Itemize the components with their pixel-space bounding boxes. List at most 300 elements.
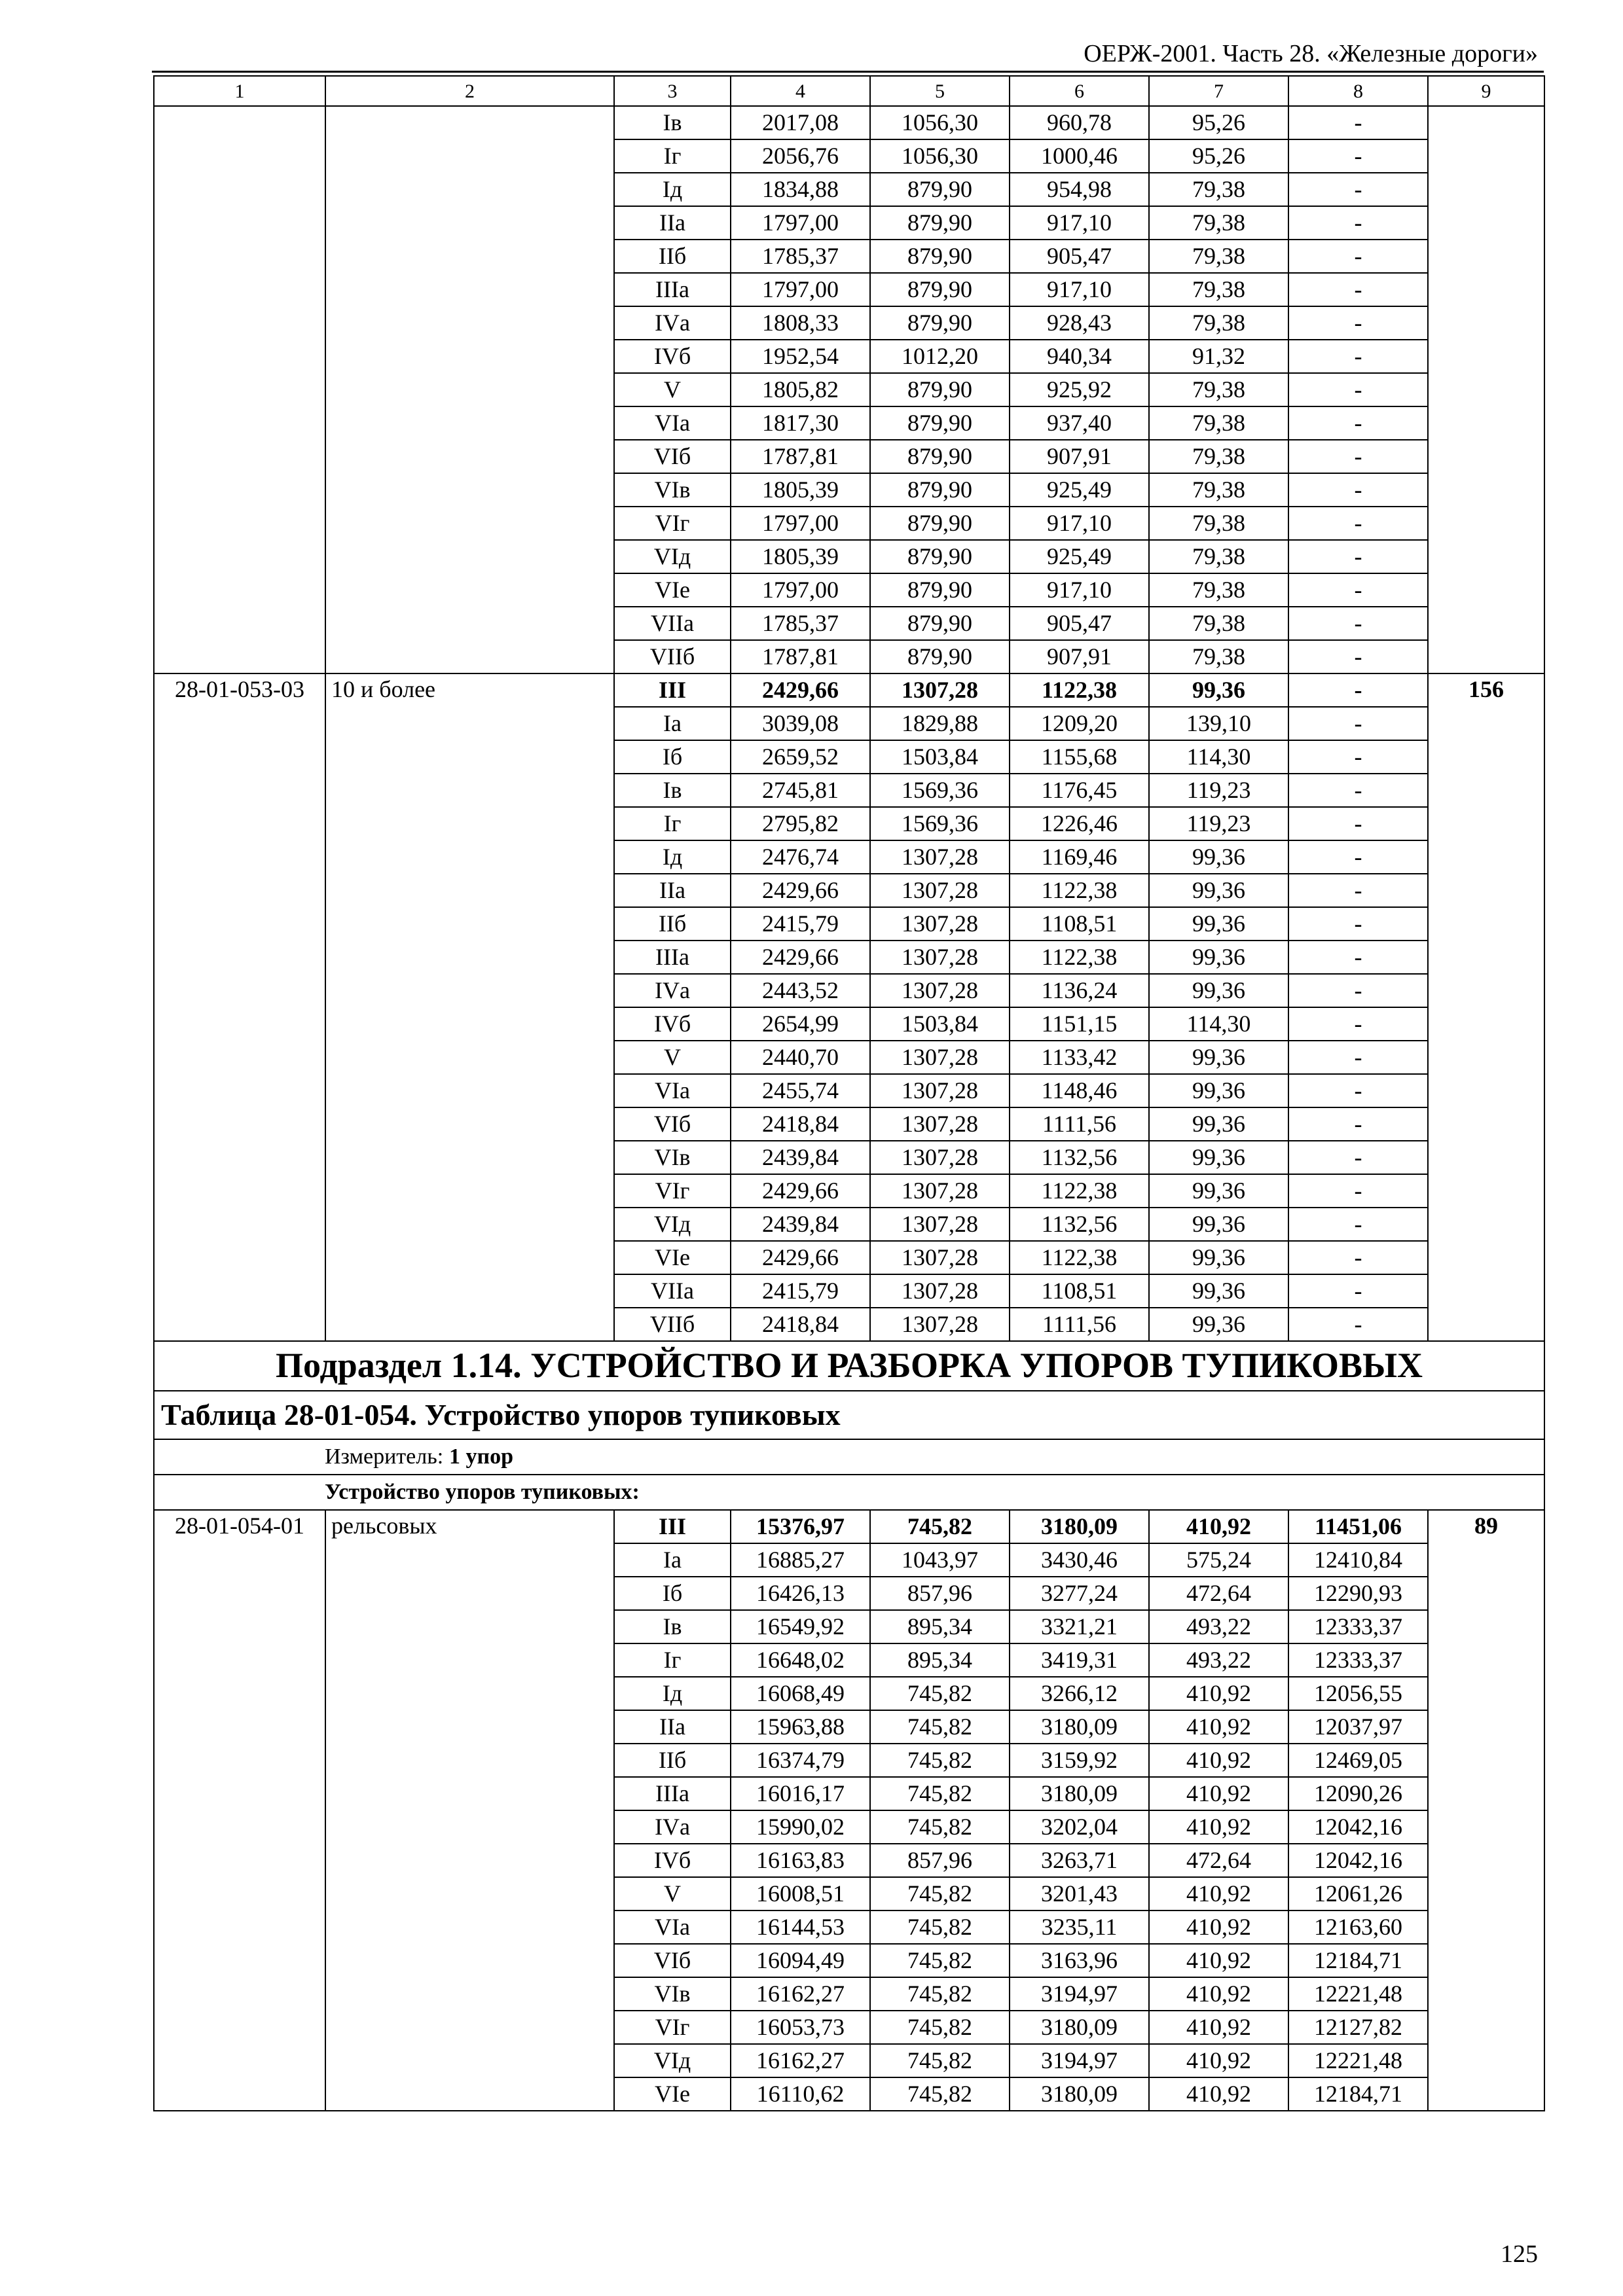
total-cost-cell: 2795,82: [731, 807, 870, 840]
machines-cell: 3419,31: [1010, 1643, 1149, 1677]
machinist-wages-cell: 410,92: [1149, 1810, 1288, 1844]
materials-cell: 12290,93: [1288, 1577, 1428, 1610]
machines-cell: 1111,56: [1010, 1107, 1149, 1141]
machinist-wages-cell: 79,38: [1149, 507, 1288, 540]
machinist-wages-cell: 91,32: [1149, 340, 1288, 373]
total-cost-cell: 16426,13: [731, 1577, 870, 1610]
measure-row: [154, 1439, 1544, 1475]
wages-cell: 1569,36: [870, 807, 1010, 840]
wages-cell: 879,90: [870, 640, 1010, 673]
total-cost-cell: 2476,74: [731, 840, 870, 874]
machinist-wages-cell: 79,38: [1149, 406, 1288, 440]
machines-cell: 925,49: [1010, 540, 1149, 573]
page-header: ОЕРЖ-2001. Часть 28. «Железные дороги»: [1084, 40, 1538, 67]
total-cost-cell: 2659,52: [731, 740, 870, 774]
machinist-wages-cell: 410,92: [1149, 1777, 1288, 1810]
total-cost-cell: 1805,82: [731, 373, 870, 406]
region-cell: VIIб: [614, 1308, 731, 1341]
wages-cell: 1307,28: [870, 1208, 1010, 1241]
region-cell: Iв: [614, 1610, 731, 1643]
wages-cell: 745,82: [870, 1777, 1010, 1810]
region-cell: Iд: [614, 840, 731, 874]
wages-cell: 1307,28: [870, 840, 1010, 874]
machinist-wages-cell: 99,36: [1149, 1041, 1288, 1074]
wages-cell: 879,90: [870, 440, 1010, 473]
wages-cell: 857,96: [870, 1844, 1010, 1877]
total-cost-cell: 16648,02: [731, 1643, 870, 1677]
total-cost-cell: 2455,74: [731, 1074, 870, 1107]
machines-cell: 3180,09: [1010, 1510, 1149, 1543]
machines-cell: 1111,56: [1010, 1308, 1149, 1341]
machines-cell: 960,78: [1010, 106, 1149, 139]
total-cost-cell: 2440,70: [731, 1041, 870, 1074]
region-cell: Iг: [614, 139, 731, 173]
region-cell: IIб: [614, 907, 731, 941]
table-title: Таблица 28-01-054. Устройство упоров тупиковых: [154, 1391, 1544, 1439]
materials-cell: -: [1288, 1041, 1428, 1074]
total-cost-cell: 1785,37: [731, 240, 870, 273]
machines-cell: 3180,09: [1010, 1710, 1149, 1744]
machines-cell: 1122,38: [1010, 1241, 1149, 1274]
machines-cell: 925,92: [1010, 373, 1149, 406]
wages-cell: 1307,28: [870, 941, 1010, 974]
machinist-wages-cell: 472,64: [1149, 1844, 1288, 1877]
total-cost-cell: 2443,52: [731, 974, 870, 1007]
region-cell: VIб: [614, 1107, 731, 1141]
total-cost-cell: 16549,92: [731, 1610, 870, 1643]
machinist-wages-cell: 119,23: [1149, 774, 1288, 807]
machines-cell: 3202,04: [1010, 1810, 1149, 1844]
wages-cell: 1307,28: [870, 1074, 1010, 1107]
region-cell: IIа: [614, 1710, 731, 1744]
machinist-wages-cell: 410,92: [1149, 2011, 1288, 2044]
wages-cell: 745,82: [870, 2077, 1010, 2111]
total-cost-cell: 15376,97: [731, 1510, 870, 1543]
total-cost-cell: 1797,00: [731, 206, 870, 240]
region-cell: IIа: [614, 874, 731, 907]
machines-cell: 1108,51: [1010, 1274, 1149, 1308]
wages-cell: 1056,30: [870, 139, 1010, 173]
total-cost-cell: 16110,62: [731, 2077, 870, 2111]
materials-cell: -: [1288, 874, 1428, 907]
region-cell: VIа: [614, 1910, 731, 1944]
machines-cell: 3194,97: [1010, 1977, 1149, 2011]
materials-cell: -: [1288, 640, 1428, 673]
region-cell: IVа: [614, 974, 731, 1007]
total-cost-cell: 16068,49: [731, 1677, 870, 1710]
region-cell: VIIа: [614, 607, 731, 640]
total-cost-cell: 1952,54: [731, 340, 870, 373]
materials-cell: 12410,84: [1288, 1543, 1428, 1577]
materials-cell: -: [1288, 206, 1428, 240]
wages-cell: 1307,28: [870, 974, 1010, 1007]
total-cost-cell: 2429,66: [731, 1174, 870, 1208]
wages-cell: 745,82: [870, 1977, 1010, 2011]
machinist-wages-cell: 79,38: [1149, 306, 1288, 340]
materials-cell: 12037,97: [1288, 1710, 1428, 1744]
materials-cell: -: [1288, 373, 1428, 406]
wages-cell: 1307,28: [870, 1141, 1010, 1174]
wages-cell: 1307,28: [870, 1241, 1010, 1274]
wages-cell: 1829,88: [870, 707, 1010, 740]
region-cell: VIIб: [614, 640, 731, 673]
wages-cell: 745,82: [870, 1710, 1010, 1744]
total-cost-cell: 16885,27: [731, 1543, 870, 1577]
machines-cell: 1151,15: [1010, 1007, 1149, 1041]
machines-cell: 1226,46: [1010, 807, 1149, 840]
column-number: 2: [325, 76, 614, 106]
wages-cell: 879,90: [870, 573, 1010, 607]
machinist-wages-cell: 79,38: [1149, 206, 1288, 240]
column-number: 8: [1288, 76, 1428, 106]
total-cost-cell: 1797,00: [731, 507, 870, 540]
total-cost-cell: 1805,39: [731, 540, 870, 573]
total-cost-cell: 16163,83: [731, 1844, 870, 1877]
region-cell: VIд: [614, 2044, 731, 2077]
materials-cell: -: [1288, 840, 1428, 874]
wages-cell: 1307,28: [870, 907, 1010, 941]
machines-cell: 3201,43: [1010, 1877, 1149, 1910]
index-cell: 89: [1428, 1510, 1544, 2111]
machines-cell: 905,47: [1010, 607, 1149, 640]
region-cell: VIб: [614, 440, 731, 473]
machines-cell: 1133,42: [1010, 1041, 1149, 1074]
machines-cell: 1122,38: [1010, 673, 1149, 707]
machinist-wages-cell: 119,23: [1149, 807, 1288, 840]
machinist-wages-cell: 114,30: [1149, 740, 1288, 774]
machinist-wages-cell: 99,36: [1149, 974, 1288, 1007]
machines-cell: 1122,38: [1010, 1174, 1149, 1208]
total-cost-cell: 2439,84: [731, 1141, 870, 1174]
column-number: 4: [731, 76, 870, 106]
machinist-wages-cell: 575,24: [1149, 1543, 1288, 1577]
materials-cell: -: [1288, 406, 1428, 440]
materials-cell: 12333,37: [1288, 1643, 1428, 1677]
machinist-wages-cell: 99,36: [1149, 874, 1288, 907]
region-cell: VIд: [614, 540, 731, 573]
materials-cell: -: [1288, 507, 1428, 540]
machines-cell: 3180,09: [1010, 2077, 1149, 2111]
index-cell: 156: [1428, 673, 1544, 1341]
code-cell: [154, 106, 325, 673]
machines-cell: 1176,45: [1010, 774, 1149, 807]
machinist-wages-cell: 79,38: [1149, 540, 1288, 573]
total-cost-cell: 2654,99: [731, 1007, 870, 1041]
measure-label: Измеритель:: [325, 1444, 444, 1469]
materials-cell: -: [1288, 1274, 1428, 1308]
machinist-wages-cell: 99,36: [1149, 1208, 1288, 1241]
total-cost-cell: 1817,30: [731, 406, 870, 440]
total-cost-cell: 1787,81: [731, 440, 870, 473]
materials-cell: -: [1288, 1107, 1428, 1141]
machinist-wages-cell: 410,92: [1149, 2077, 1288, 2111]
machines-cell: 917,10: [1010, 273, 1149, 306]
region-cell: VIе: [614, 1241, 731, 1274]
region-cell: Iг: [614, 807, 731, 840]
total-cost-cell: 1834,88: [731, 173, 870, 206]
subsection-row: [154, 1341, 1544, 1391]
machinist-wages-cell: 79,38: [1149, 640, 1288, 673]
name-cell: [325, 106, 614, 673]
total-cost-cell: 16374,79: [731, 1744, 870, 1777]
price-table: [153, 75, 1545, 2111]
wages-cell: 879,90: [870, 240, 1010, 273]
total-cost-cell: 2429,66: [731, 941, 870, 974]
total-cost-cell: 2429,66: [731, 673, 870, 707]
machines-cell: 1132,56: [1010, 1208, 1149, 1241]
machines-cell: 907,91: [1010, 440, 1149, 473]
machinist-wages-cell: 99,36: [1149, 1308, 1288, 1341]
materials-cell: -: [1288, 807, 1428, 840]
machines-cell: 3235,11: [1010, 1910, 1149, 1944]
total-cost-cell: 3039,08: [731, 707, 870, 740]
region-cell: IVб: [614, 1007, 731, 1041]
region-cell: VIа: [614, 1074, 731, 1107]
page-number: 125: [1501, 2240, 1538, 2268]
materials-cell: -: [1288, 1141, 1428, 1174]
total-cost-cell: 2429,66: [731, 874, 870, 907]
machines-cell: 1000,46: [1010, 139, 1149, 173]
table-title-row: [154, 1391, 1544, 1439]
materials-cell: -: [1288, 273, 1428, 306]
wages-cell: 1043,97: [870, 1543, 1010, 1577]
total-cost-cell: 1785,37: [731, 607, 870, 640]
machinist-wages-cell: 99,36: [1149, 1274, 1288, 1308]
machines-cell: 1108,51: [1010, 907, 1149, 941]
region-cell: IIIа: [614, 941, 731, 974]
wages-cell: 1503,84: [870, 1007, 1010, 1041]
wages-cell: 879,90: [870, 507, 1010, 540]
materials-cell: -: [1288, 540, 1428, 573]
materials-cell: 12056,55: [1288, 1677, 1428, 1710]
total-cost-cell: 16144,53: [731, 1910, 870, 1944]
materials-cell: 12333,37: [1288, 1610, 1428, 1643]
subsection-title: Подраздел 1.14. УСТРОЙСТВО И РАЗБОРКА УПОРОВ ТУПИКОВЫХ: [154, 1341, 1544, 1391]
machinist-wages-cell: 139,10: [1149, 707, 1288, 740]
materials-cell: 12184,71: [1288, 2077, 1428, 2111]
materials-cell: 12184,71: [1288, 1944, 1428, 1977]
total-cost-cell: 1808,33: [731, 306, 870, 340]
total-cost-cell: 1797,00: [731, 273, 870, 306]
wages-cell: 1307,28: [870, 673, 1010, 707]
region-cell: IVб: [614, 1844, 731, 1877]
wages-cell: 1307,28: [870, 1107, 1010, 1141]
machines-cell: 928,43: [1010, 306, 1149, 340]
machinist-wages-cell: 99,36: [1149, 1074, 1288, 1107]
materials-cell: -: [1288, 1241, 1428, 1274]
table-row: [154, 1510, 1544, 1543]
machines-cell: 3194,97: [1010, 2044, 1149, 2077]
materials-cell: -: [1288, 907, 1428, 941]
total-cost-cell: 16162,27: [731, 1977, 870, 2011]
code-cell: 28-01-053-03: [154, 673, 325, 1341]
region-cell: VIг: [614, 2011, 731, 2044]
machinist-wages-cell: 79,38: [1149, 240, 1288, 273]
header-rule: [152, 71, 1544, 73]
machinist-wages-cell: 99,36: [1149, 1107, 1288, 1141]
materials-cell: -: [1288, 941, 1428, 974]
materials-cell: 12090,26: [1288, 1777, 1428, 1810]
machinist-wages-cell: 410,92: [1149, 1710, 1288, 1744]
total-cost-cell: 1787,81: [731, 640, 870, 673]
materials-cell: -: [1288, 1174, 1428, 1208]
total-cost-cell: 2429,66: [731, 1241, 870, 1274]
name-cell: рельсовых: [325, 1510, 614, 2111]
region-cell: VIе: [614, 573, 731, 607]
region-cell: IVб: [614, 340, 731, 373]
region-cell: VIа: [614, 406, 731, 440]
materials-cell: -: [1288, 707, 1428, 740]
machinist-wages-cell: 79,38: [1149, 173, 1288, 206]
column-number: 3: [614, 76, 731, 106]
machines-cell: 1155,68: [1010, 740, 1149, 774]
materials-cell: -: [1288, 573, 1428, 607]
machines-cell: 1148,46: [1010, 1074, 1149, 1107]
region-cell: Iд: [614, 1677, 731, 1710]
machinist-wages-cell: 410,92: [1149, 1510, 1288, 1543]
materials-cell: -: [1288, 139, 1428, 173]
column-number: 5: [870, 76, 1010, 106]
region-cell: VIг: [614, 1174, 731, 1208]
region-cell: IIIа: [614, 273, 731, 306]
materials-cell: -: [1288, 306, 1428, 340]
region-cell: VIв: [614, 473, 731, 507]
total-cost-cell: 2415,79: [731, 907, 870, 941]
total-cost-cell: 15990,02: [731, 1810, 870, 1844]
materials-cell: -: [1288, 1007, 1428, 1041]
region-cell: IVа: [614, 1810, 731, 1844]
machinist-wages-cell: 410,92: [1149, 1910, 1288, 1944]
machinist-wages-cell: 79,38: [1149, 373, 1288, 406]
region-cell: Iв: [614, 106, 731, 139]
total-cost-cell: 2017,08: [731, 106, 870, 139]
region-cell: Iв: [614, 774, 731, 807]
wages-cell: 745,82: [870, 1944, 1010, 1977]
region-cell: VIв: [614, 1141, 731, 1174]
machinist-wages-cell: 99,36: [1149, 907, 1288, 941]
machines-cell: 940,34: [1010, 340, 1149, 373]
machinist-wages-cell: 79,38: [1149, 473, 1288, 507]
machines-cell: 1169,46: [1010, 840, 1149, 874]
wages-cell: 879,90: [870, 540, 1010, 573]
total-cost-cell: 16053,73: [731, 2011, 870, 2044]
wages-cell: 745,82: [870, 1877, 1010, 1910]
machinist-wages-cell: 99,36: [1149, 1141, 1288, 1174]
machines-cell: 1122,38: [1010, 874, 1149, 907]
region-cell: V: [614, 1041, 731, 1074]
region-cell: V: [614, 373, 731, 406]
machinist-wages-cell: 79,38: [1149, 607, 1288, 640]
machinist-wages-cell: 410,92: [1149, 1677, 1288, 1710]
machinist-wages-cell: 410,92: [1149, 1944, 1288, 1977]
total-cost-cell: 16008,51: [731, 1877, 870, 1910]
wages-cell: 857,96: [870, 1577, 1010, 1610]
total-cost-cell: 16094,49: [731, 1944, 870, 1977]
materials-cell: -: [1288, 440, 1428, 473]
region-cell: IIа: [614, 206, 731, 240]
materials-cell: 12127,82: [1288, 2011, 1428, 2044]
wages-cell: 1307,28: [870, 1041, 1010, 1074]
region-cell: Iг: [614, 1643, 731, 1677]
total-cost-cell: 16016,17: [731, 1777, 870, 1810]
table-row: [154, 673, 1544, 707]
wages-cell: 745,82: [870, 2044, 1010, 2077]
machines-cell: 1122,38: [1010, 941, 1149, 974]
total-cost-cell: 2745,81: [731, 774, 870, 807]
name-cell: 10 и более: [325, 673, 614, 1341]
machines-cell: 3321,21: [1010, 1610, 1149, 1643]
region-cell: VIв: [614, 1977, 731, 2011]
wages-cell: 879,90: [870, 607, 1010, 640]
region-cell: IVа: [614, 306, 731, 340]
machinist-wages-cell: 95,26: [1149, 139, 1288, 173]
machinist-wages-cell: 99,36: [1149, 673, 1288, 707]
materials-cell: -: [1288, 340, 1428, 373]
machinist-wages-cell: 99,36: [1149, 1241, 1288, 1274]
materials-cell: -: [1288, 1074, 1428, 1107]
total-cost-cell: 16162,27: [731, 2044, 870, 2077]
table-row: [154, 106, 1544, 139]
machinist-wages-cell: 493,22: [1149, 1643, 1288, 1677]
materials-cell: 12163,60: [1288, 1910, 1428, 1944]
machinist-wages-cell: 410,92: [1149, 1977, 1288, 2011]
wages-cell: 1307,28: [870, 874, 1010, 907]
total-cost-cell: 2439,84: [731, 1208, 870, 1241]
machines-cell: 917,10: [1010, 507, 1149, 540]
region-cell: Iа: [614, 1543, 731, 1577]
region-cell: Iд: [614, 173, 731, 206]
machines-cell: 907,91: [1010, 640, 1149, 673]
wages-cell: 1503,84: [870, 740, 1010, 774]
wages-cell: 879,90: [870, 206, 1010, 240]
machines-cell: 917,10: [1010, 206, 1149, 240]
materials-cell: -: [1288, 974, 1428, 1007]
machinist-wages-cell: 114,30: [1149, 1007, 1288, 1041]
group-title: Устройство упоров тупиковых:: [154, 1475, 1544, 1510]
region-cell: IIб: [614, 1744, 731, 1777]
machinist-wages-cell: 79,38: [1149, 273, 1288, 306]
region-cell: III: [614, 1510, 731, 1543]
total-cost-cell: 15963,88: [731, 1710, 870, 1744]
machines-cell: 3263,71: [1010, 1844, 1149, 1877]
wages-cell: 745,82: [870, 1744, 1010, 1777]
total-cost-cell: 1805,39: [731, 473, 870, 507]
region-cell: III: [614, 673, 731, 707]
machinist-wages-cell: 410,92: [1149, 2044, 1288, 2077]
machines-cell: 1132,56: [1010, 1141, 1149, 1174]
machines-cell: 3180,09: [1010, 1777, 1149, 1810]
column-number: 7: [1149, 76, 1288, 106]
region-cell: IIб: [614, 240, 731, 273]
wages-cell: 745,82: [870, 1677, 1010, 1710]
total-cost-cell: 2056,76: [731, 139, 870, 173]
materials-cell: -: [1288, 240, 1428, 273]
wages-cell: 879,90: [870, 473, 1010, 507]
machinist-wages-cell: 79,38: [1149, 573, 1288, 607]
wages-cell: 745,82: [870, 1910, 1010, 1944]
region-cell: VIд: [614, 1208, 731, 1241]
materials-cell: 11451,06: [1288, 1510, 1428, 1543]
machinist-wages-cell: 95,26: [1149, 106, 1288, 139]
machines-cell: 3277,24: [1010, 1577, 1149, 1610]
wages-cell: 1569,36: [870, 774, 1010, 807]
wages-cell: 879,90: [870, 373, 1010, 406]
wages-cell: 895,34: [870, 1610, 1010, 1643]
wages-cell: 1056,30: [870, 106, 1010, 139]
wages-cell: 879,90: [870, 273, 1010, 306]
total-cost-cell: 2418,84: [731, 1107, 870, 1141]
code-cell: 28-01-054-01: [154, 1510, 325, 2111]
